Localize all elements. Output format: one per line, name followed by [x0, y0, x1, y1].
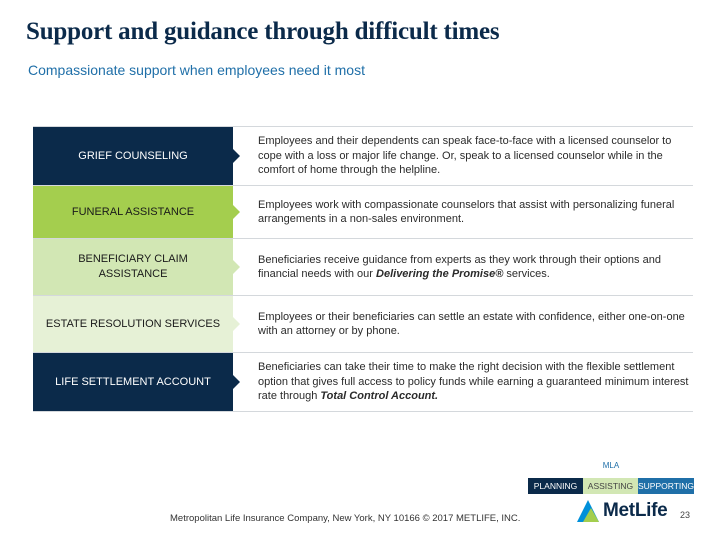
service-description [233, 360, 693, 404]
mla-stage-assisting: ASSISTING [583, 478, 638, 494]
page-number: 23 [680, 510, 691, 520]
service-label [33, 239, 233, 295]
service-description-text: Employees or their beneficiaries can settle an estate with confidence, either one-on-one with an attorney or by phone. [258, 310, 685, 337]
service-description-text: Employees work with compassionate counselors that assist with personalizing funeral arrangements in a non-sales environment. [258, 198, 675, 225]
service-label [33, 127, 233, 185]
service-description-text: Beneficiaries receive guidance from experts as they work through their options and financial needs with our [258, 253, 661, 280]
service-label [33, 296, 233, 352]
service-description-emphasis: Total Control Account. [320, 390, 439, 403]
metlife-logo-text: MetLife [603, 500, 668, 521]
service-description [233, 253, 693, 282]
arrow-right-icon [233, 205, 240, 219]
service-description [233, 310, 693, 339]
service-row-funeral-assistance [33, 186, 693, 239]
service-description [233, 134, 693, 178]
slide-title: Support and guidance through difficult times [26, 18, 500, 45]
service-description-text: Employees and their dependents can speak face-to-face with a licensed counselor to cope with a loss or major life change. Or, speak to a licensed counselor while in the comfort of home through the helpline. [258, 135, 672, 177]
service-description-text: services. [503, 268, 550, 280]
mla-stage-planning: PLANNING [528, 478, 583, 494]
service-label [33, 353, 233, 411]
service-row-beneficiary-claim-assistance [33, 239, 693, 296]
service-description [233, 198, 693, 227]
arrow-right-icon [233, 149, 240, 163]
slide-subtitle: Compassionate support when employees need it most [28, 62, 365, 78]
service-label-text: ESTATE RESOLUTION SERVICES [45, 317, 221, 330]
arrow-right-icon [233, 375, 240, 389]
service-description-emphasis: Delivering the Promise® [376, 268, 504, 280]
service-row-grief-counseling [33, 126, 693, 186]
metlife-logo [577, 500, 667, 522]
service-label-text: FUNERAL ASSISTANCE [71, 205, 195, 218]
service-row-estate-resolution-services [33, 296, 693, 353]
service-row-life-settlement-account [33, 353, 693, 412]
service-label-text: LIFE SETTLEMENT ACCOUNT [55, 375, 211, 388]
service-label [33, 186, 233, 238]
mla-stage-bar [528, 478, 694, 494]
services-table [33, 126, 693, 412]
service-label-text: GRIEF COUNSELING [78, 149, 188, 162]
service-label-text: BENEFICIARY CLAIM ASSISTANCE [78, 253, 188, 280]
arrow-right-icon [233, 317, 240, 331]
mla-stage-supporting: SUPPORTING [638, 478, 694, 494]
mla-indicator [528, 461, 694, 494]
service-description-text: Beneficiaries can take their time to make the right decision with the flexible settlement option that gives full access to policy funds while earning a guaranteed minimum interest rate through [258, 361, 689, 403]
footer-copyright: Metropolitan Life Insurance Company, New York, NY 10166 © 2017 METLIFE, INC. [170, 513, 521, 524]
mla-title: MLA [602, 461, 620, 470]
arrow-right-icon [233, 260, 240, 274]
metlife-logo-mark-icon [577, 500, 599, 522]
